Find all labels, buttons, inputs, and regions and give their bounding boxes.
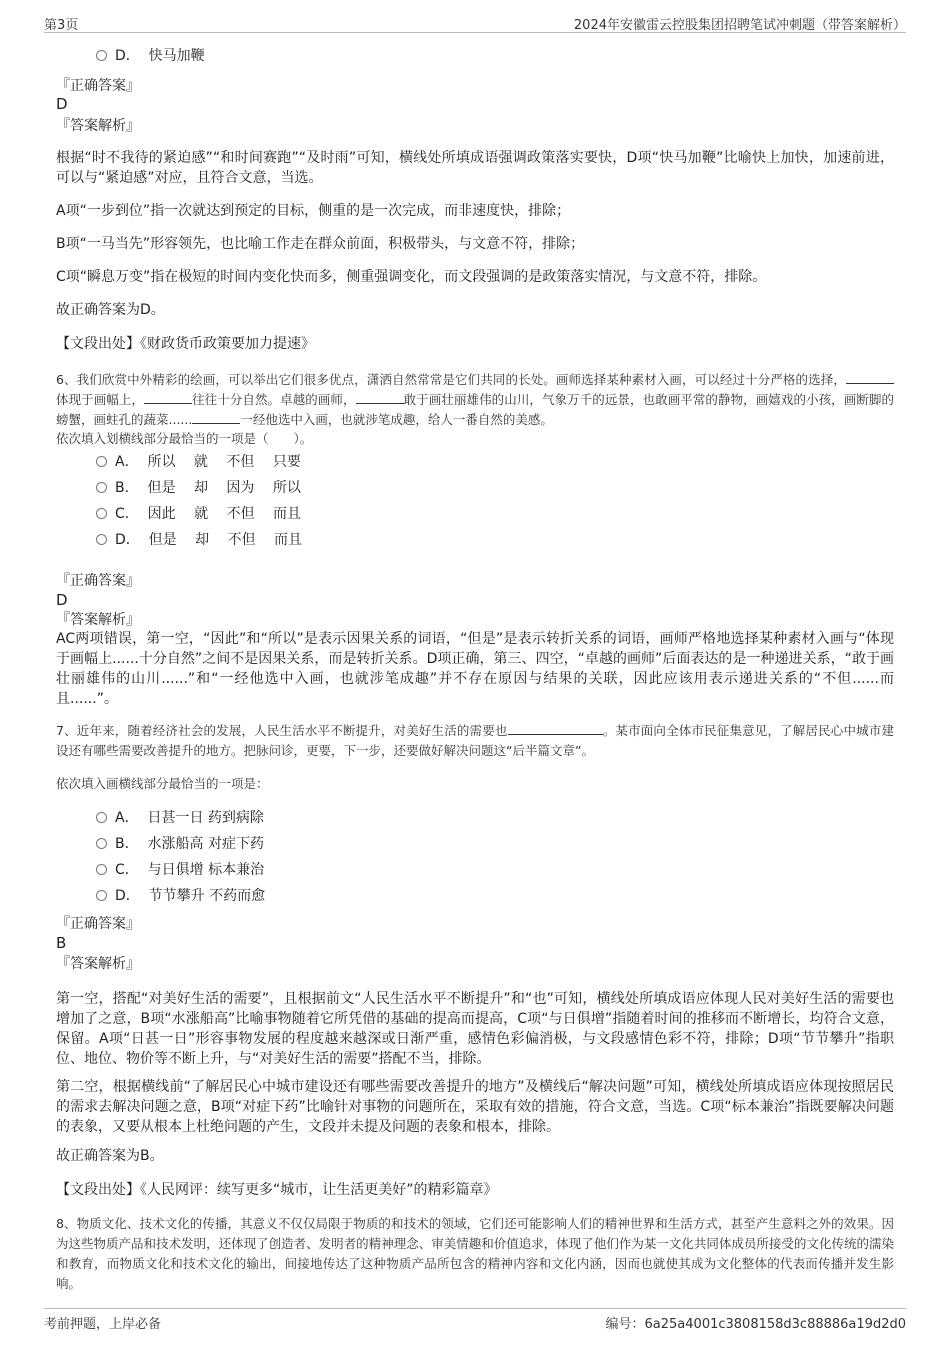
footer-slogan: 考前押题，上岸必备 <box>44 1317 162 1332</box>
q6-analysis-label: 『答案解析』 <box>56 612 140 628</box>
radio-icon[interactable] <box>96 482 107 493</box>
blank-line <box>846 371 894 384</box>
q5-analysis-p2: A项“一步到位”指一次就达到预定的目标，侧重的是一次完成，而非速度快，排除； <box>56 203 571 219</box>
q7-source: 【文段出处】《人民网评：续写更多“城市，让生活更美好”的精彩篇章》 <box>56 1182 498 1198</box>
q6-option-c[interactable]: C． 因此 就 不但 而且 <box>96 504 301 524</box>
q6-option-b[interactable]: B． 但是 却 因为 所以 <box>96 478 301 498</box>
q5-option-d[interactable]: D． 快马加鞭 <box>96 46 205 66</box>
document-title: 2024年安徽雷云控股集团招聘笔试冲刺题（带答案解析） <box>573 18 906 33</box>
radio-icon[interactable] <box>96 864 107 875</box>
q6-answer: D <box>56 591 68 609</box>
q7-option-a[interactable]: A． 日甚一日 药到病除 <box>96 808 264 828</box>
q5-conclusion: 故正确答案为D。 <box>56 302 165 318</box>
footer-id: 编号：6a25a4001c3808158d3c88886a19d2d0 <box>605 1317 906 1332</box>
q6-analysis: AC两项错误，第一空，“因此”和“所以”是表示因果关系的词语，“但是”是表示转折关系的词语，画师严格地选择某种素材入画与“体现于画幅上......十分自然”之间不是因果关系，而是转折关系。D项正确，第三、四空，“卓越的画师”后面表达的是一种递进关系，“敢于画壮丽雄伟的山川......”和“一经他选中入画，也就涉笔成趣”并不存在原因与结果的关联，因此应该用表示递进关系的“不但......而且......”。 <box>56 631 894 707</box>
q7-analysis-p2: 第二空，根据横线前“了解居民心中城市建设还有哪些需要改善提升的地方”及横线后“解决问题”可知，横线处所填成语应体现按照居民的需求去解决问题之意，B项“对症下药”比喻针对事物的问题所在，采取有效的措施，符合文意，当选。C项“标本兼治”指既要解决问题的表象，又要从根本上杜绝问题的产生，文段并未提及问题的表象和根本，排除。 <box>56 1079 894 1135</box>
blank-line <box>508 722 603 735</box>
blank-line <box>144 391 192 404</box>
q7-option-d[interactable]: D． 节节攀升 不药而愈 <box>96 886 265 906</box>
q5-analysis-p3: B项“一马当先”形容领先，也比喻工作走在群众前面，积极带头，与文意不符，排除； <box>56 236 585 252</box>
q8-stem: 8、物质文化、技术文化的传播，其意义不仅仅局限于物质的和技术的领域，它们还可能影响人们的精神世界和生活方式，甚至产生意料之外的效果。因为这些物质产品和技术发明，还体现了创造者、发明者的精神理念、审美情趣和价值追求，体现了他们作为某一文化共同体成员所接受的文化传统的濡染和教育，而物质文化和技术文化的输出，间接地传达了这种物质产品所包含的精神内容和文化内涵，因而也就使其成为文化整体的代表而传播并发生影响。 <box>56 1216 894 1291</box>
blank-line <box>356 391 404 404</box>
q7-analysis-label: 『答案解析』 <box>56 956 140 972</box>
q7-conclusion: 故正确答案为B。 <box>56 1148 164 1164</box>
radio-icon[interactable] <box>96 890 107 901</box>
q5-analysis-p4: C项“瞬息万变”指在极短的时间内变化快而多，侧重强调变化，而文段强调的是政策落实情况，与文意不符，排除。 <box>56 269 767 285</box>
q7-stem: 7、近年来，随着经济社会的发展，人民生活水平不断提升，对美好生活的需要也 。某市面向全体市民征集意见，了解居民心中城市建设还有哪些需要改善提升的地方。把脉问诊，更要，下一步，还要做好解决问题这“后半篇文章”。 <box>56 723 894 758</box>
q5-source: 【文段出处】《财政货币政策要加力提速》 <box>56 336 315 352</box>
q7-prompt: 依次填入画横线部分最恰当的一项是： <box>56 776 269 791</box>
q7-answer-label: 『正确答案』 <box>56 916 140 932</box>
radio-icon[interactable] <box>96 534 107 545</box>
radio-icon[interactable] <box>96 456 107 467</box>
radio-icon[interactable] <box>96 50 107 61</box>
q5-answer-label: 『正确答案』 <box>56 78 140 94</box>
q6-option-d[interactable]: D． 但是 却 不但 而且 <box>96 530 302 550</box>
q5-analysis-label: 『答案解析』 <box>56 118 140 134</box>
q5-analysis-p1: 根据“时不我待的紧迫感”“和时间赛跑”“及时雨”可知，横线处所填成语强调政策落实要快，D项“快马加鞭”比喻快上加快，加速前进，可以与“紧迫感”对应，且符合文意，当选。 <box>56 150 894 186</box>
q7-option-b[interactable]: B． 水涨船高 对症下药 <box>96 834 264 854</box>
q6-option-a[interactable]: A． 所以 就 不但 只要 <box>96 452 301 472</box>
blank-line <box>192 411 240 424</box>
q7-answer: B <box>56 934 67 952</box>
page-number: 第3页 <box>44 18 79 33</box>
q6-stem: 6、我们欣赏中外精彩的绘画，可以举出它们很多优点，潇洒自然常常是它们共同的长处。画师选择某种素材入画，可以经过十分严格的选择，体现于画幅上， 往往十分自然。卓越的画师， 敢于画壮丽雄伟的山川，气象万千的远景，也敢画平常的静物，画嬉戏的小孩，画断脚的螃蟹，画蛀孔的蔬菜...... 一经他选中入画，也就涉笔成趣，给人一番自然的美感。 <box>56 372 894 427</box>
q7-option-c[interactable]: C． 与日俱增 标本兼治 <box>96 860 264 880</box>
radio-icon[interactable] <box>96 838 107 849</box>
q6-prompt: 依次填入划横线部分最恰当的一项是（ ）。 <box>56 431 313 446</box>
q5-answer: D <box>56 95 68 113</box>
q6-answer-label: 『正确答案』 <box>56 573 140 589</box>
radio-icon[interactable] <box>96 508 107 519</box>
page-footer <box>44 1308 906 1332</box>
page-header <box>44 12 906 33</box>
q7-analysis-p1: 第一空，搭配“对美好生活的需要”，且根据前文“人民生活水平不断提升”和“也”可知，横线处所填成语应体现人民对美好生活的需要也增加了之意，B项“水涨船高”比喻事物随着它所凭借的基础的提高而提高，C项“与日俱增”指随着时间的推移而不断增长，均符合文意，保留。A项“日甚一日”形容事物发展的程度越来越深或日渐严重，感情色彩偏消极，与文段感情色彩不符，排除；D项“节节攀升”指职位、地位、物价等不断上升，与“对美好生活的需要”搭配不当，排除。 <box>56 991 894 1067</box>
radio-icon[interactable] <box>96 812 107 823</box>
